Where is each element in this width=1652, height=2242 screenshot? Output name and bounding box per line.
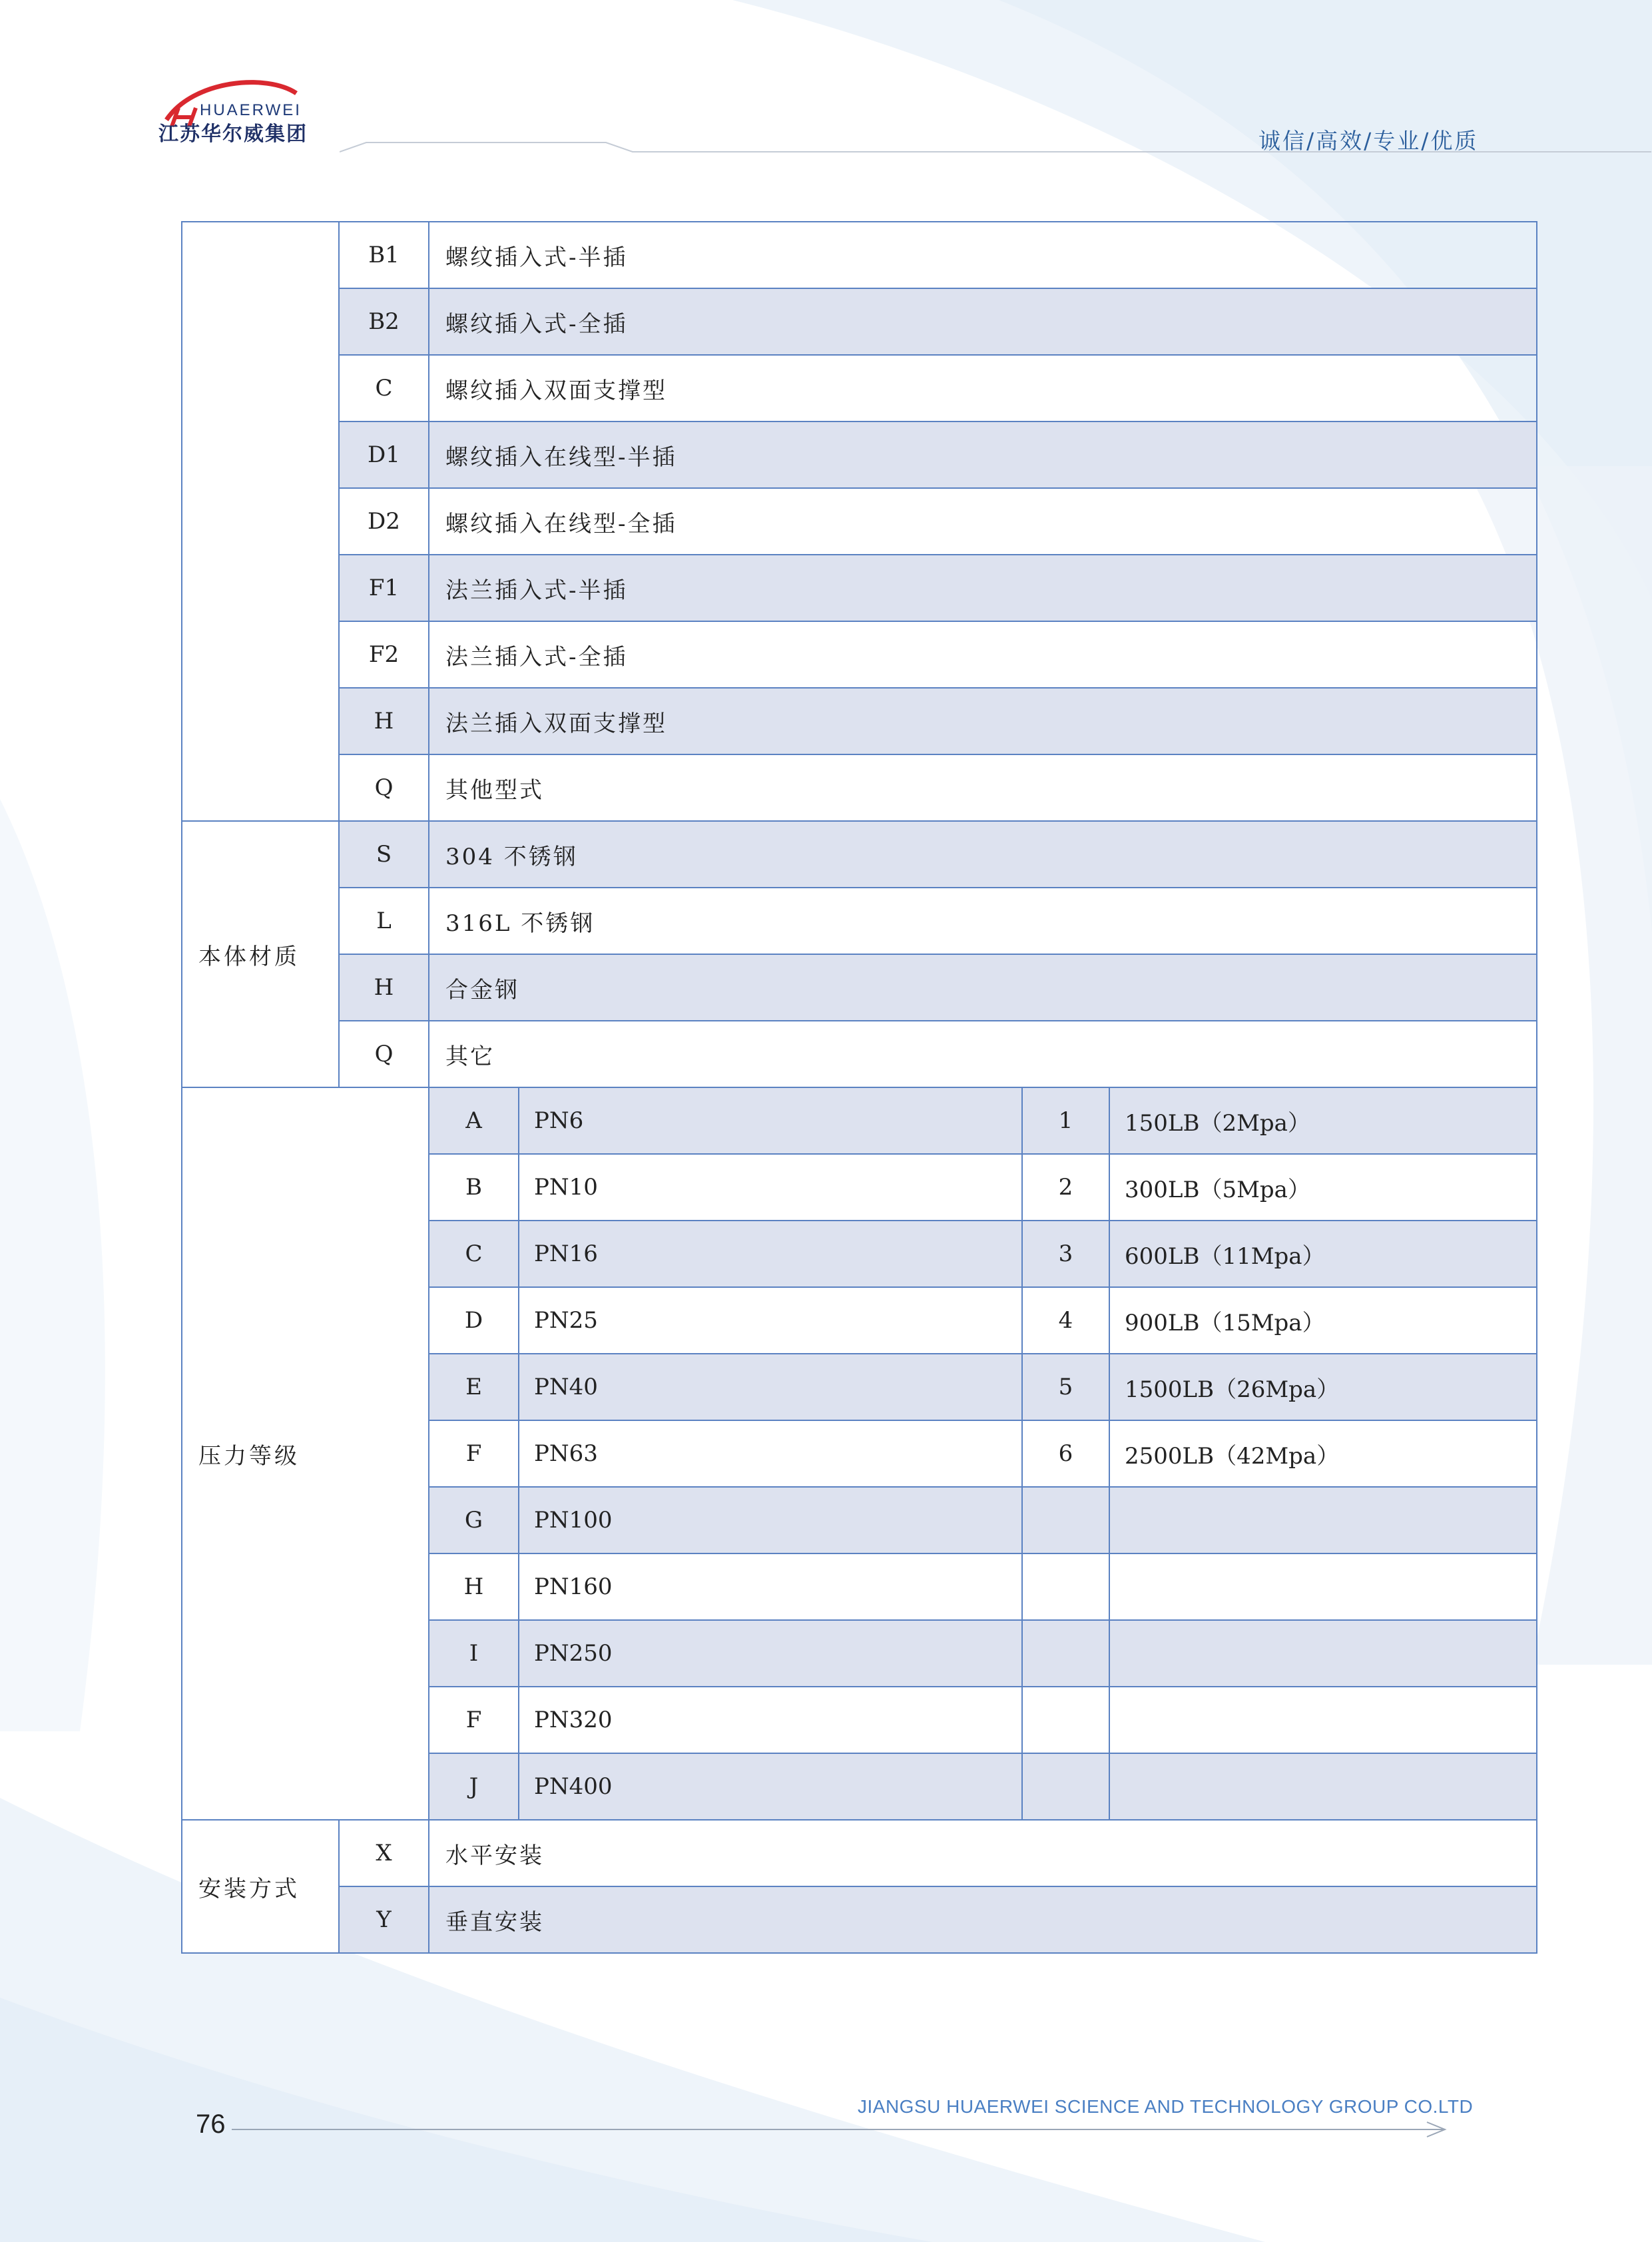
pressure-code2: 6 — [1022, 1420, 1109, 1487]
table-row — [182, 754, 1537, 821]
material-desc: 其它 — [429, 1021, 1537, 1087]
pressure-pn: PN160 — [519, 1553, 1022, 1620]
pressure-code2: 5 — [1022, 1354, 1109, 1420]
pressure-code2 — [1022, 1753, 1109, 1820]
table-row — [182, 1087, 1537, 1154]
company-name-footer: JIANGSU HUAERWEI SCIENCE AND TECHNOLOGY GROUP CO.LTD — [858, 2096, 1474, 2117]
type-code: Q — [339, 754, 429, 821]
pressure-lb — [1109, 1487, 1537, 1553]
type-desc: 螺纹插入双面支撑型 — [429, 355, 1537, 421]
pressure-pn: PN63 — [519, 1420, 1022, 1487]
type-category-cell — [182, 222, 339, 821]
table-row — [182, 288, 1537, 355]
pressure-category-label: 压力等级 — [182, 1087, 429, 1820]
pressure-code2: 2 — [1022, 1154, 1109, 1221]
pressure-lb — [1109, 1753, 1537, 1820]
type-code: F1 — [339, 555, 429, 621]
material-category-label: 本体材质 — [182, 821, 339, 1087]
pressure-code2: 4 — [1022, 1287, 1109, 1354]
logo-latin-text: HUAERWEI — [200, 101, 302, 119]
pressure-lb — [1109, 1553, 1537, 1620]
pressure-code: E — [429, 1354, 519, 1420]
type-desc: 螺纹插入在线型-半插 — [429, 421, 1537, 488]
type-code: B2 — [339, 288, 429, 355]
material-desc: 304 不锈钢 — [429, 821, 1537, 888]
type-desc: 螺纹插入式-半插 — [429, 222, 1537, 288]
type-code: F2 — [339, 621, 429, 688]
pressure-code: F — [429, 1420, 519, 1487]
pressure-lb: 1500LB（26Mpa） — [1109, 1354, 1537, 1420]
table-row — [182, 688, 1537, 754]
table-row — [182, 954, 1537, 1021]
pressure-code: J — [429, 1753, 519, 1820]
model-selection-table — [181, 221, 1537, 1954]
pressure-code2 — [1022, 1687, 1109, 1753]
table-row — [182, 355, 1537, 421]
table-row — [182, 488, 1537, 555]
install-desc: 垂直安装 — [429, 1886, 1537, 1953]
logo-company-name: 江苏华尔威集团 — [158, 123, 308, 146]
install-code: Y — [339, 1886, 429, 1953]
material-code: L — [339, 888, 429, 954]
type-desc: 螺纹插入式-全插 — [429, 288, 1537, 355]
pressure-pn: PN250 — [519, 1620, 1022, 1687]
pressure-code2: 1 — [1022, 1087, 1109, 1154]
table-row — [182, 621, 1537, 688]
table-row — [182, 821, 1537, 888]
type-code: B1 — [339, 222, 429, 288]
pressure-pn: PN16 — [519, 1221, 1022, 1287]
table-row — [182, 1021, 1537, 1087]
pressure-pn: PN6 — [519, 1087, 1022, 1154]
table-row — [182, 222, 1537, 288]
table-row — [182, 421, 1537, 488]
pressure-code: A — [429, 1087, 519, 1154]
pressure-lb: 300LB（5Mpa） — [1109, 1154, 1537, 1221]
pressure-pn: PN25 — [519, 1287, 1022, 1354]
pressure-pn: PN320 — [519, 1687, 1022, 1753]
table-row — [182, 1820, 1537, 1886]
install-desc: 水平安装 — [429, 1820, 1537, 1886]
table-row — [182, 1886, 1537, 1953]
pressure-lb: 600LB（11Mpa） — [1109, 1221, 1537, 1287]
table-row — [182, 555, 1537, 621]
type-desc: 法兰插入式-半插 — [429, 555, 1537, 621]
footer-arrow-line — [232, 2119, 1450, 2139]
install-category-label: 安装方式 — [182, 1820, 339, 1953]
pressure-code2 — [1022, 1553, 1109, 1620]
pressure-pn: PN10 — [519, 1154, 1022, 1221]
pressure-pn: PN40 — [519, 1354, 1022, 1420]
pressure-code2 — [1022, 1487, 1109, 1553]
type-desc: 法兰插入式-全插 — [429, 621, 1537, 688]
pressure-lb: 900LB（15Mpa） — [1109, 1287, 1537, 1354]
pressure-lb — [1109, 1620, 1537, 1687]
pressure-lb: 2500LB（42Mpa） — [1109, 1420, 1537, 1487]
install-code: X — [339, 1820, 429, 1886]
pressure-pn: PN400 — [519, 1753, 1022, 1820]
page-number: 76 — [196, 2109, 226, 2139]
pressure-lb — [1109, 1687, 1537, 1753]
type-code: C — [339, 355, 429, 421]
pressure-code2 — [1022, 1620, 1109, 1687]
pressure-code: D — [429, 1287, 519, 1354]
pressure-code: B — [429, 1154, 519, 1221]
type-code: D1 — [339, 421, 429, 488]
pressure-code: G — [429, 1487, 519, 1553]
material-desc: 316L 不锈钢 — [429, 888, 1537, 954]
pressure-pn: PN100 — [519, 1487, 1022, 1553]
material-code: H — [339, 954, 429, 1021]
pressure-code: I — [429, 1620, 519, 1687]
type-code: D2 — [339, 488, 429, 555]
material-code: Q — [339, 1021, 429, 1087]
material-code: S — [339, 821, 429, 888]
table-row — [182, 888, 1537, 954]
pressure-code2: 3 — [1022, 1221, 1109, 1287]
slogan: 诚信/高效/专业/优质 — [1258, 128, 1479, 154]
pressure-code: H — [429, 1553, 519, 1620]
type-desc: 螺纹插入在线型-全插 — [429, 488, 1537, 555]
type-code: H — [339, 688, 429, 754]
material-desc: 合金钢 — [429, 954, 1537, 1021]
pressure-code: F — [429, 1687, 519, 1753]
pressure-code: C — [429, 1221, 519, 1287]
type-desc: 法兰插入双面支撑型 — [429, 688, 1537, 754]
pressure-lb: 150LB（2Mpa） — [1109, 1087, 1537, 1154]
type-desc: 其他型式 — [429, 754, 1537, 821]
